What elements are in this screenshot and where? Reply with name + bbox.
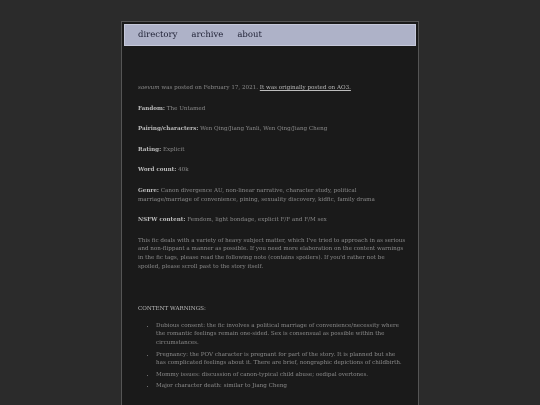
meta-fandom — [138, 105, 406, 114]
meta-value: 40k — [178, 167, 189, 174]
story-title: saevum — [138, 85, 160, 91]
meta-nsfw — [138, 216, 406, 225]
meta-label: Pairing/characters: — [138, 126, 199, 133]
top-nav — [124, 24, 416, 46]
ao3-link[interactable]: It was originally posted on AO3. — [259, 85, 351, 91]
list-item: • Major character death: similar to Jiang Cheng — [156, 382, 406, 391]
content-warnings-list — [138, 322, 406, 391]
meta-value: Wen Qing/Jiang Yanli, Wen Qing/Jiang Cheng — [200, 126, 328, 133]
list-item: • Dubious consent: the fic involves a political marriage of convenience/necessity where the romantic feelings remain one-sided. Sex is consensual as possible within the circumstances. — [156, 322, 406, 348]
meta-label: Fandom: — [138, 105, 165, 112]
list-item: • Pregnancy: the POV character is pregnant for part of the story. It is planned but she has complicated feelings about it. There are brief, nongraphic depictions of childbirth. — [156, 351, 406, 368]
intro-text: was posted on February 17, 2021. — [159, 85, 260, 91]
nav-archive-link[interactable]: archive — [191, 30, 224, 40]
meta-value: Canon divergence AU, non-linear narrative, character study, political marriage/marriage of convenience, pining, sexuality discovery, kidfic, family drama — [138, 187, 375, 203]
meta-label: Rating: — [138, 146, 162, 153]
meta-label: Word count: — [138, 167, 177, 174]
page-frame — [121, 21, 419, 405]
meta-word-count — [138, 166, 406, 175]
meta-rating — [138, 146, 406, 155]
nav-about-link[interactable]: about — [237, 30, 262, 40]
meta-label: Genre: — [138, 187, 159, 194]
meta-pairing — [138, 125, 406, 134]
meta-genre — [138, 187, 406, 204]
content-notice: This fic deals with a variety of heavy subject matter, which I've tried to approach in as serious and non-flippant a manner as possible. If you need more elaboration on the content warnings in the fic tags, please read the following note (contains spoilers). If you'd rather not be spoiled, please scroll past to the story itself. — [138, 237, 406, 270]
story-info — [138, 84, 406, 394]
list-item: • Mommy issues: discussion of canon-typical child abuse; oedipal overtones. — [156, 371, 406, 380]
meta-value: The Untamed — [166, 105, 206, 112]
meta-value: Femdom, light bondage, explicit F/F and F/M sex — [187, 217, 327, 224]
meta-label: NSFW content: — [138, 217, 186, 224]
meta-value: Explicit — [162, 146, 185, 153]
content-warnings-heading: CONTENT WARNINGS: — [138, 306, 206, 313]
nav-directory-link[interactable]: directory — [138, 30, 178, 40]
intro-line — [138, 84, 406, 93]
